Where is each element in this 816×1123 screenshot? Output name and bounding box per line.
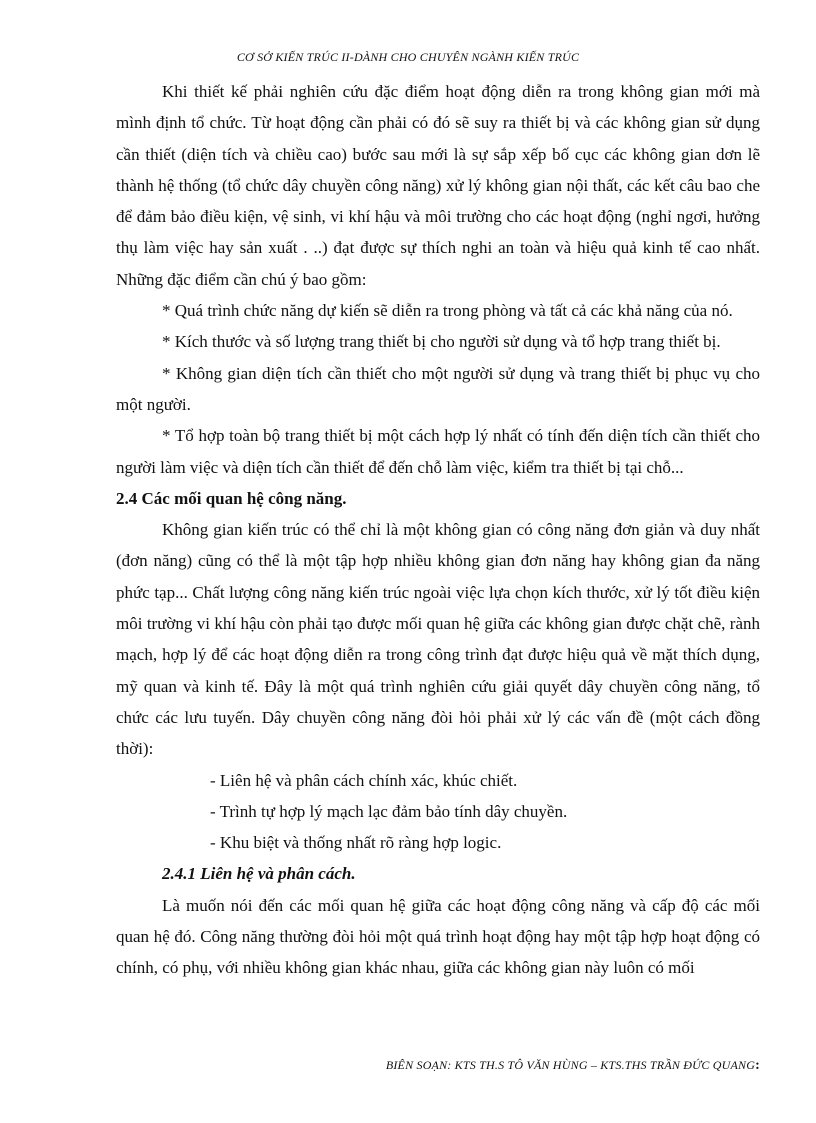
bullet-item-2: * Kích thước và số lượng trang thiết bị cho người sử dụng và tổ hợp trang thiết bị. [162,332,721,352]
section-paragraph: Không gian kiến trúc có thể chỉ là một không gian có công năng đơn giản và duy nhất (đơn năng) cũng có thể là một tập hợp nhiều không gian đơn năng hay không gian đa năng phức tạp... Chất lượng công năng kiến trúc ngoài việc lựa chọn kích thước, xử lý tốt điều kiện môi trường vi khí hậu còn phải tạo được mối quan hệ giữa các không gian được chặt chẽ, rành mạch, hợp lý để các hoạt động diễn ra trong công trình đạt được hiệu quả về mặt thích dụng, mỹ quan và kinh tế. Đây là một quá trình nghiên cứu giải quyết dây chuyền công năng, tổ chức các lưu tuyến. Dây chuyền công năng đòi hỏi phải xử lý các vấn đề (một cách đồng thời): [116,520,760,759]
bullet-item-1: * Quá trình chức năng dự kiến sẽ diễn ra trong phòng và tất cả các khả năng của nó. [162,301,733,321]
requirement-item-2: - Trình tự hợp lý mạch lạc đảm bảo tính dây chuyền. [210,801,568,821]
requirement-item-3: - Khu biệt và thống nhất rõ ràng hợp logic. [210,833,502,853]
bullet-item-3: * Không gian diện tích cần thiết cho một người sử dụng và trang thiết bị phục vụ cho một người. [116,363,760,414]
section-heading: 2.4 Các mối quan hệ công năng. [116,488,347,508]
intro-paragraph: Khi thiết kế phải nghiên cứu đặc điểm hoạt động diễn ra trong không gian mới mà mình định tổ chức. Từ hoạt động cần phải có đó sẽ suy ra thiết bị và các không gian sử dụng cần thiết (diện tích và chiều cao) bước sau mới là sự sắp xếp bố cục các không gian dơn lẽ thành hệ thống (tổ chức dây chuyền công năng) xử lý không gian nội thất, các kết câu bao che để đảm bảo điều kiện, vệ sinh, vi khí hậu và môi trường cho các hoạt động (nghỉ ngơi, hưởng thụ làm việc hay sản xuất . ..) đạt được sự thích nghi an toàn và hiệu quả kinh tế cao nhất. Những đặc điểm cần chú ý bao gồm: [116,82,760,289]
subsection-heading: 2.4.1 Liên hệ và phân cách. [162,864,356,884]
running-footer [386,1058,760,1074]
requirement-item-1: - Liên hệ và phân cách chính xác, khúc chiết. [210,770,518,790]
page-content [116,76,760,984]
footer-text: BIÊN SOẠN: KTS TH.S TÔ VĂN HÙNG – KTS.THS TRẦN ĐỨC QUANG [385,1058,756,1072]
bullet-item-4: * Tổ hợp toàn bộ trang thiết bị một cách hợp lý nhất có tính đến diện tích cần thiết cho người làm việc và diện tích cần thiết để đến chỗ làm việc, kiểm tra thiết bị tại chỗ... [116,426,760,477]
footer-trailing-mark: : [755,1058,760,1073]
running-header: CƠ SỞ KIẾN TRÚC II-DÀNH CHO CHUYÊN NGÀNH KIẾN TRÚC [236,50,580,64]
subsection-paragraph: Là muốn nói đến các mối quan hệ giữa các hoạt động công năng và cấp độ các mối quan hệ đó. Công năng thường đòi hỏi một quá trình hoạt động hay một tập hợp hoạt động có chính, có phụ, với nhiều không gian khác nhau, giữa các không gian này luôn có mối [116,895,760,978]
